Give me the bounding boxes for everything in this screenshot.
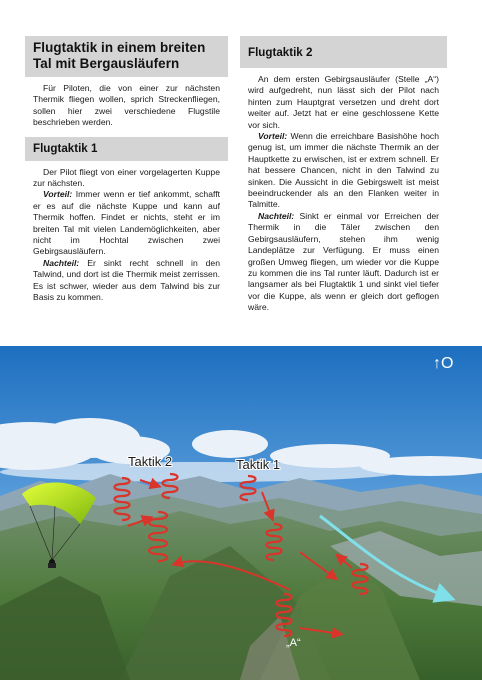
article-title: Flugtaktik in einem breiten Tal mit Bergausläufern [25,36,228,77]
mountain-photo [0,346,482,680]
left-column [25,36,228,304]
vorteil-label-2: Vorteil: [258,131,288,142]
vorteil-text: Immer wenn er tief ankommt, schafft er es auf die nächste Kuppe und kann auf Thermik hoffen. Findet er nichts, steht er im breiten Tal mit vielen Landemöglichkeiten, aber nicht im Hochtal zwischen zwei Gebirgsausläufern. [33,189,220,257]
taktik1-paragraph-vorteil [25,189,228,257]
section-heading-taktik-1: Flugtaktik 1 [25,137,228,161]
photo-illustration [0,346,482,680]
nachteil-text-2: Sinkt er einmal vor Erreichen der Thermik in die Täler zwischen den Gebirgsausläufern, stehen ihm wenig Landeplätze zur Verfügung. Er muss einen großen Umweg fliegen, um wieder vor die Kuppe zu kommen die ins Tal runter läuft. Dadurch ist er langsamer als bei Flugtaktik 1 und sinkt viel tiefer vor die Kuppe, als wenn er gleich dort geflogen wäre. [248,210,439,313]
taktik1-paragraph-nachteil [25,258,228,304]
taktik2-paragraph-vorteil [240,131,447,211]
label-taktik-2: Taktik 2 [128,454,173,469]
label-taktik-1: Taktik 1 [236,457,281,472]
vorteil-label: Vorteil: [43,189,73,200]
nachteil-label-2: Nachteil: [258,210,295,221]
nachteil-label: Nachteil: [43,257,80,268]
section-heading-taktik-2: Flugtaktik 2 [240,36,447,68]
label-point-a: „A“ [286,637,301,649]
north-indicator: ↑O [433,355,454,372]
intro-paragraph: Für Piloten, die von einer zur nächsten Thermik fliegen wollen, sprich Streckenfliegen, sollen hier zwei verschiedene Flugstile beschrieben werden. [33,83,220,128]
taktik2-paragraph-nachteil [240,211,447,314]
right-column [240,36,447,314]
vorteil-text-2: Wenn die erreichbare Basishöhe hoch genug ist, um immer die nächste Thermik an der Hauptkette zu erwischen, ist er extrem schnell. Er hat bessere Chancen, nicht in den Talwind zu sinken. Die Aussicht in die Gebirgswelt ist meist beeindruckender als an den Flanken weiter in Talmitte. [248,131,439,210]
taktik1-paragraph-1: Der Pilot fliegt von einer vorgelagerten Kuppe zur nächsten. [33,166,220,189]
taktik2-paragraph-1: An dem ersten Gebirgsausläufer (Stelle „A“) wird aufgedreht, nun lässt sich der Pilot nach hinten zum Hauptgrat versetzen und dreht dort weiter auf. Jetzt hat er eine geschlossene Kette vor sich. [248,74,439,130]
nachteil-text: Er sinkt recht schnell in den Talwind, und dort ist die Thermik meist zerrissen. Es ist schwer, wieder aus dem Talwind bis zur Basis zu kommen. [33,257,220,303]
